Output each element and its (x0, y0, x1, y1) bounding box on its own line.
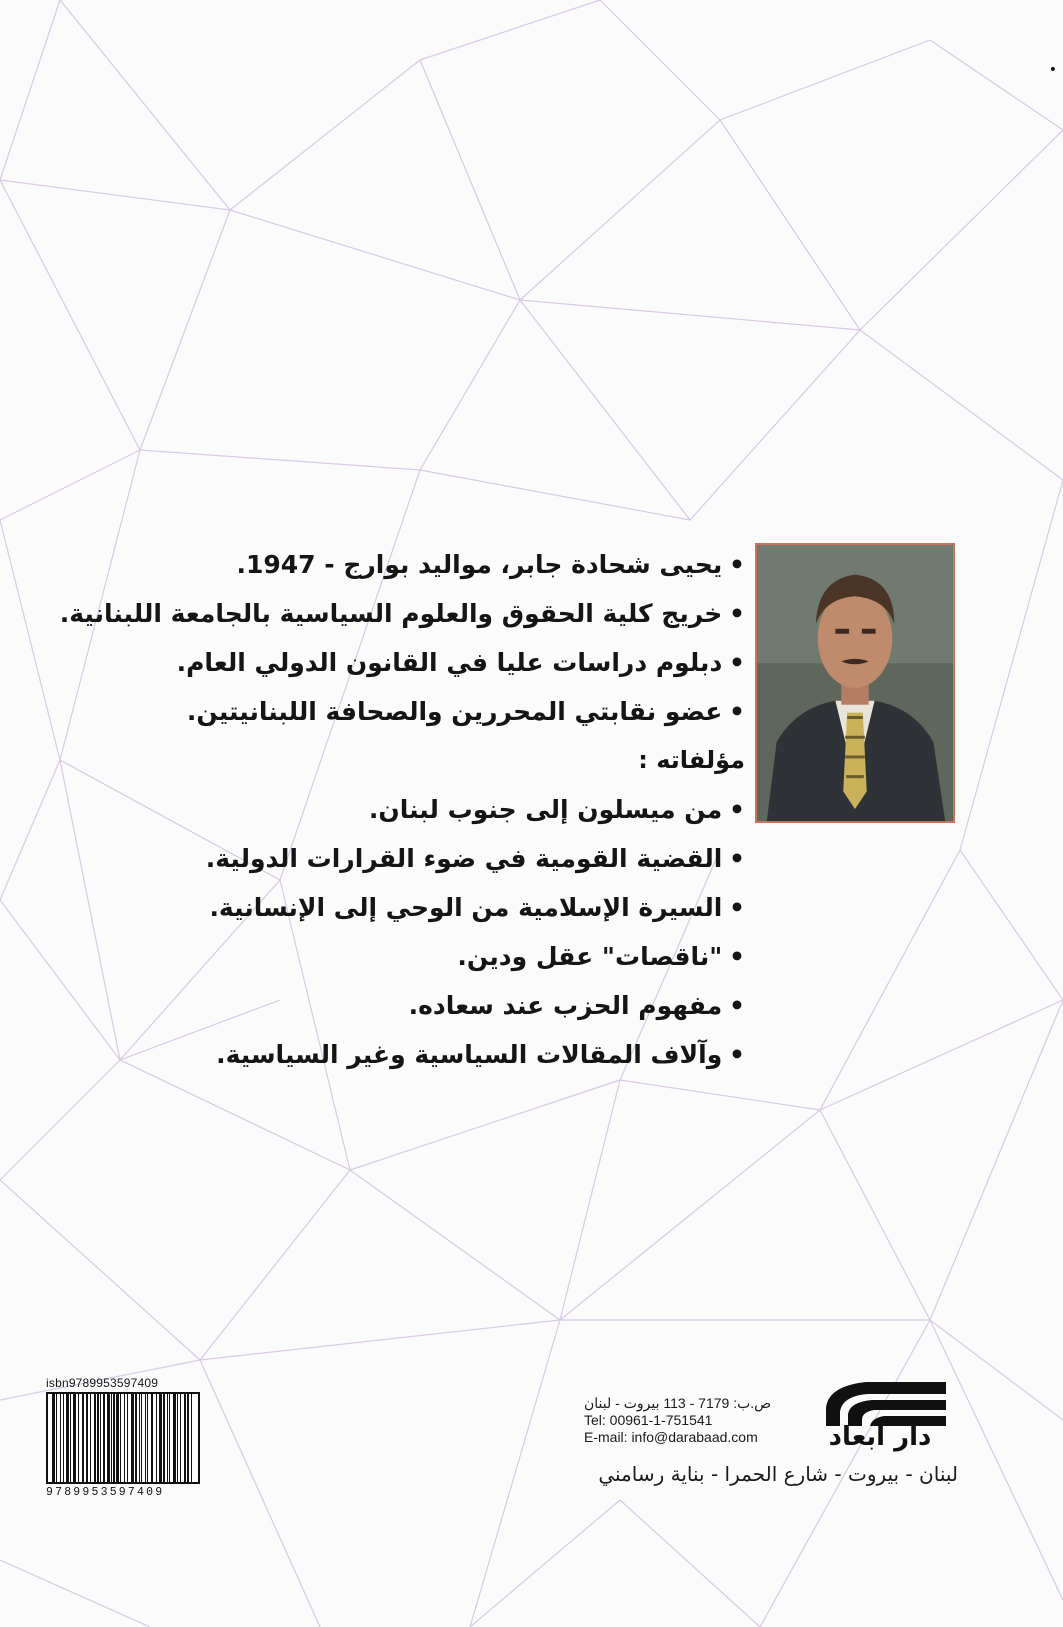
barcode-bar (124, 1394, 125, 1482)
barcode-bar (151, 1394, 153, 1482)
bullet: • (729, 550, 745, 579)
barcode-bar (159, 1394, 162, 1482)
barcode-bar (156, 1394, 157, 1482)
isbn-barcode (46, 1376, 206, 1499)
barcode-bar (127, 1394, 128, 1482)
author-photo (755, 543, 955, 823)
barcode-bar (120, 1394, 121, 1482)
work-title: القضية القومية في ضوء القرارات الدولية. (205, 844, 723, 873)
barcode-bar (66, 1394, 69, 1482)
barcode-bar (113, 1394, 115, 1482)
telephone: Tel: 00961-1-751541 (584, 1412, 713, 1428)
bio-line-text: عضو نقابتي المحررين والصحافة اللبنانيتين. (186, 697, 723, 726)
barcode-bars (46, 1392, 200, 1484)
barcode-bar (73, 1394, 76, 1482)
bullet: • (729, 844, 745, 873)
email: E-mail: info@darabaad.com (584, 1429, 758, 1445)
works-heading: مؤلفاته : (638, 746, 745, 774)
corner-mark: • (1048, 62, 1057, 78)
bio-line-text: خريج كلية الحقوق والعلوم السياسية بالجامعة اللبنانية. (59, 599, 723, 628)
barcode-bar (145, 1394, 146, 1482)
barcode-bar (94, 1394, 96, 1482)
barcode-bar (187, 1394, 189, 1482)
work-item (185, 785, 745, 834)
bullet: • (729, 1040, 745, 1069)
author-bio (59, 540, 745, 1079)
bio-line (185, 687, 745, 736)
bio-line-text: دبلوم دراسات عليا في القانون الدولي العام. (176, 648, 723, 677)
barcode-bar (78, 1394, 79, 1482)
barcode-bar (131, 1394, 134, 1482)
work-title: من ميسلون إلى جنوب لبنان. (368, 795, 723, 824)
work-item (185, 1030, 745, 1079)
work-item (185, 981, 745, 1030)
bullet: • (729, 893, 745, 922)
barcode-bar (86, 1394, 88, 1482)
work-title: مفهوم الحزب عند سعاده. (408, 991, 723, 1020)
isbn-text-bottom: 9789953597409 (46, 1486, 165, 1499)
barcode-bar (177, 1394, 178, 1482)
barcode-bar (169, 1394, 170, 1482)
publisher-contact (584, 1395, 784, 1446)
barcode-bar (103, 1394, 105, 1482)
barcode-bar (52, 1394, 55, 1482)
barcode-bar (180, 1394, 181, 1482)
bullet: • (729, 648, 745, 677)
barcode-bar (56, 1394, 57, 1482)
bullet: • (729, 942, 745, 971)
barcode-bar (167, 1394, 168, 1482)
bio-line (185, 540, 745, 589)
barcode-bar (111, 1394, 112, 1482)
bio-line (176, 638, 745, 687)
barcode-bar (139, 1394, 140, 1482)
barcode-bar (90, 1394, 91, 1482)
publisher-logo (796, 1378, 966, 1456)
work-item (185, 834, 745, 883)
barcode-bar (60, 1394, 61, 1482)
bullet: • (729, 599, 745, 628)
work-title: السيرة الإسلامية من الوحي إلى الإنسانية. (209, 893, 723, 922)
work-item (185, 932, 745, 981)
work-item (185, 883, 745, 932)
barcode-bar (63, 1394, 64, 1482)
barcode-bar (70, 1394, 71, 1482)
bullet: • (729, 697, 745, 726)
barcode-bar (135, 1394, 137, 1482)
barcode-bar (141, 1394, 142, 1482)
publisher-logo-text: دار ابعاد (828, 1422, 932, 1452)
barcode-bar (116, 1394, 119, 1482)
barcode-bar (100, 1394, 101, 1482)
isbn-text-top: isbn9789953597409 (46, 1376, 159, 1390)
work-title: "ناقصات" عقل ودين. (457, 942, 723, 971)
barcode-bar (97, 1394, 99, 1482)
barcode-bar (147, 1394, 148, 1482)
po-box: ص.ب: 7179 - 113 بيروت - لبنان (584, 1395, 772, 1411)
barcode-bar (191, 1394, 192, 1482)
bullet: • (729, 795, 745, 824)
bullet: • (729, 991, 745, 1020)
publisher-address: لبنان - بيروت - شارع الحمرا - بناية رسامني (598, 1462, 958, 1486)
bio-line-text: يحيى شحادة جابر، مواليد بوارج - 1947. (236, 550, 723, 579)
work-title: وآلاف المقالات السياسية وغير السياسية. (216, 1040, 723, 1069)
barcode-bar (107, 1394, 110, 1482)
barcode-bar (173, 1394, 176, 1482)
barcode-bar (163, 1394, 165, 1482)
barcode-bar (184, 1394, 186, 1482)
bio-line (59, 589, 745, 638)
barcode-bar (82, 1394, 84, 1482)
